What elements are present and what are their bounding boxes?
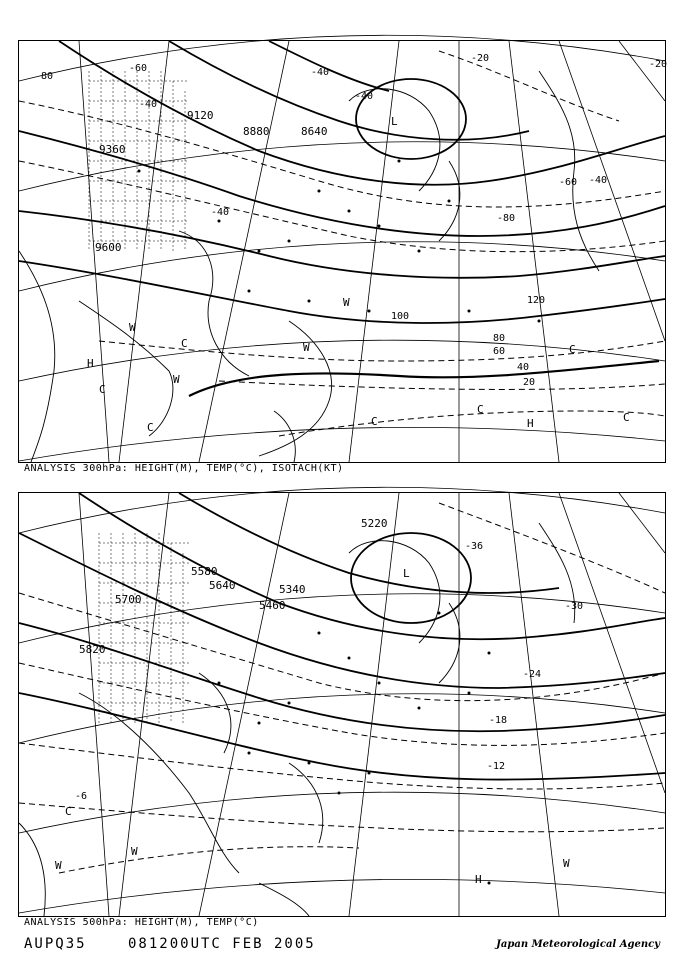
pressure-center-label: C: [99, 383, 106, 396]
height-label: 5640: [209, 579, 236, 592]
isotach-label: 100: [391, 311, 410, 322]
analysis-time: 081200UTC FEB 2005: [128, 936, 316, 952]
temp-label: -60: [129, 63, 148, 74]
height-label: 8640: [301, 125, 328, 138]
pressure-center-label: C: [569, 343, 576, 356]
jet-isotach: [189, 361, 659, 396]
hatch-region: [99, 533, 189, 723]
map-labels: [41, 53, 667, 434]
temp-label: -24: [523, 669, 542, 680]
map-500hpa: [18, 492, 666, 917]
temp-label: -18: [489, 715, 508, 726]
height-label: 9360: [99, 143, 126, 156]
height-label: 5700: [115, 593, 142, 606]
pressure-center-label: C: [371, 415, 378, 428]
height-contours: [19, 493, 665, 780]
temp-label: -40: [139, 99, 158, 110]
pressure-center-label: C: [181, 337, 188, 350]
station-plots: [218, 612, 491, 885]
agency-name: Japan Meteorological Agency: [496, 939, 660, 950]
temp-label: -6: [75, 791, 88, 802]
station-plots: [138, 160, 541, 323]
pressure-center-label: C: [147, 421, 154, 434]
pressure-center-label: W: [303, 341, 310, 354]
pressure-center-label: C: [65, 805, 72, 818]
height-label: 9600: [95, 241, 122, 254]
pressure-center-label: H: [475, 873, 482, 886]
pressure-center-label: W: [343, 296, 350, 309]
pressure-center-label: W: [173, 373, 180, 386]
height-label: 5340: [279, 583, 306, 596]
map-300hpa: [18, 40, 666, 463]
pressure-center-label: L: [403, 567, 410, 580]
temp-label: -36: [465, 541, 484, 552]
hatch-region: [89, 71, 189, 251]
isotach-label: 80: [493, 333, 506, 344]
pressure-center-label: W: [563, 857, 570, 870]
temp-label: -40: [211, 207, 230, 218]
temp-label: -40: [311, 67, 330, 78]
temp-label: -12: [487, 761, 506, 772]
isotach-label: 20: [523, 377, 536, 388]
isotach-label: 120: [527, 295, 546, 306]
panel-caption: ANALYSIS 300hPa: HEIGHT(M), TEMP(°C), ISOTACH(KT): [24, 463, 344, 474]
temp-label: -60: [559, 177, 578, 188]
isotach-label: 40: [517, 362, 530, 373]
height-label: 5580: [191, 565, 218, 578]
panel-caption: ANALYSIS 500hPa: HEIGHT(M), TEMP(°C): [24, 917, 259, 928]
temp-label: -40: [589, 175, 608, 186]
height-label: 5820: [79, 643, 106, 656]
pressure-center-label: W: [55, 859, 62, 872]
isotach-label: 60: [493, 346, 506, 357]
pressure-center-label: W: [129, 321, 136, 334]
product-code: AUPQ35: [24, 936, 87, 952]
pressure-center-label: C: [477, 403, 484, 416]
temp-label: -40: [355, 91, 374, 102]
pressure-center-label: C: [623, 411, 630, 424]
pressure-center-label: H: [87, 357, 94, 370]
isotach-label: 80: [41, 71, 54, 82]
height-label: 9120: [187, 109, 214, 122]
pressure-center-label: W: [131, 845, 138, 858]
temp-label: -30: [565, 601, 584, 612]
map-500hpa-canvas: [19, 493, 665, 916]
graticule: [19, 487, 665, 916]
height-label: 5220: [361, 517, 388, 530]
map-300hpa-canvas: [19, 41, 668, 462]
height-label: 8880: [243, 125, 270, 138]
pressure-center-label: H: [527, 417, 534, 430]
isotherms: [19, 503, 665, 873]
temp-label: -20: [649, 59, 668, 70]
temp-label: -20: [471, 53, 490, 64]
height-label: 5460: [259, 599, 286, 612]
temp-label: -80: [497, 213, 516, 224]
map-labels: [55, 517, 583, 886]
pressure-center-label: L: [391, 115, 398, 128]
